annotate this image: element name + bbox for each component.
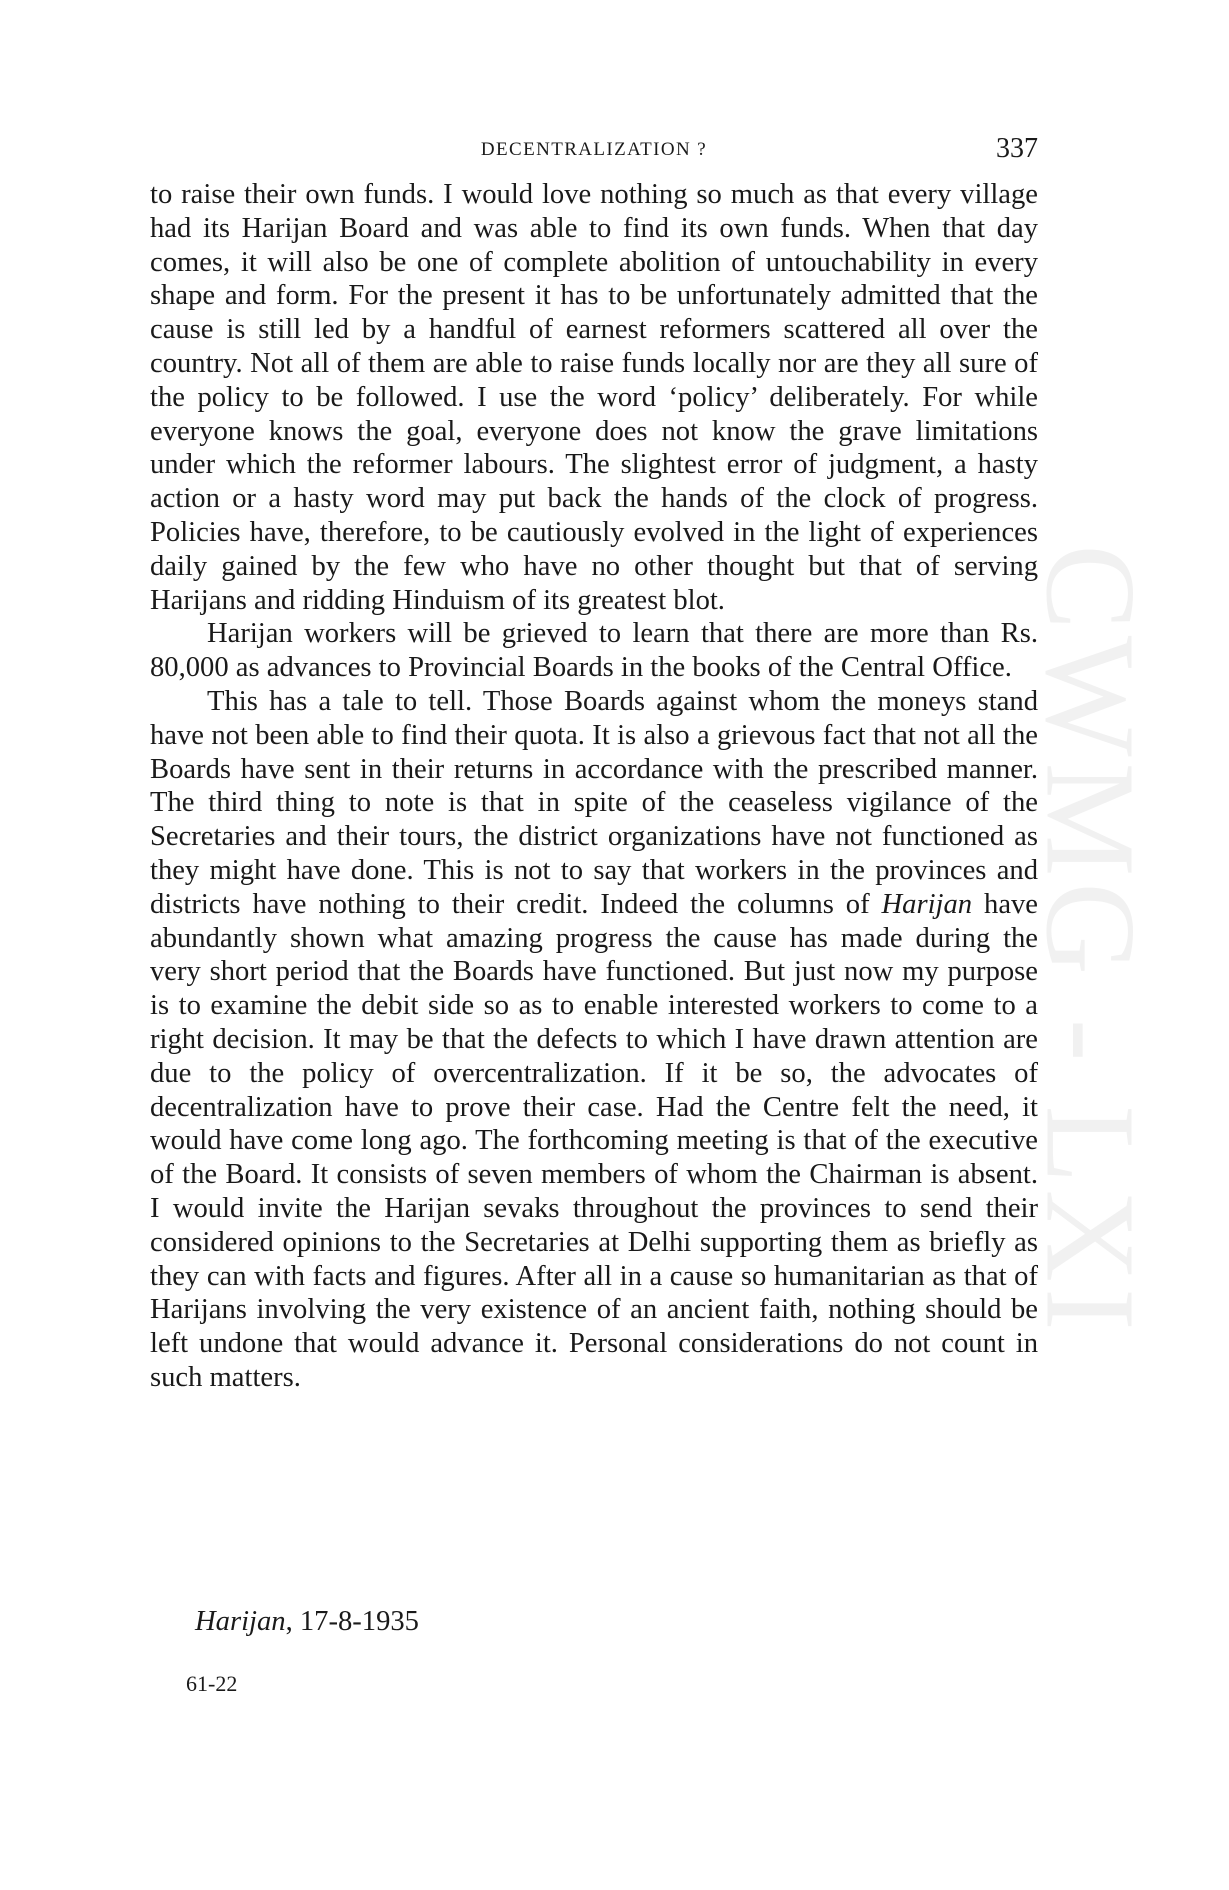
source-date: , 17-8-1935 <box>285 1606 419 1637</box>
paragraph-2: Harijan workers will be grieved to learn that there are more than Rs. 80,000 as advances to Provincial Boards in the books of the Central Office. <box>150 618 1038 684</box>
paragraph-1: to raise their own funds. I would love nothing so much as that every village had its Harijan Board and was able to find its own funds. When that day comes, it will also be one of complete abolition of untouchability in every shape and form. For the present it has to be unfortunately admitted that the cause is still led by a handful of earnest reformers scattered all over the country. Not all of them are able to raise funds locally nor are they all sure of the policy to be followed. I use the word ‘policy’ deliberately. For while everyone knows the goal, everyone does not know the grave limitations under which the reformer labours. The slightest error of judgment, a hasty action or a hasty word may put back the hands of the clock of progress. Policies have, therefore, to be cautiously evolved in the light of experiences daily gained by the few who have no other thought but that of serving Harijans and ridding Hinduism of its greatest blot. <box>150 179 1038 616</box>
footer-code: 61-22 <box>186 1671 238 1696</box>
source-citation <box>195 1606 419 1638</box>
page-number: 337 <box>996 133 1038 164</box>
paragraph-3 <box>150 685 1038 1395</box>
paragraph-3-text-start: This has a tale to tell. Those Boards against whom the moneys stand have not been able to find their quota. It is also a grievous fact that not all the Boards have sent in their returns in accordance with the prescribed manner. The third thing to note is that in spite of the ceaseless vigilance of the Secretaries and their tours, the district organizations have not functioned as they might have done. This is not to say that workers in the provinces and districts have nothing to their credit. Indeed the columns of <box>150 685 1038 920</box>
watermark <box>1019 500 1162 1380</box>
watermark-text: CWMG - LXI <box>1019 543 1162 1337</box>
body-text <box>150 178 1038 1395</box>
source-publication: Harijan <box>195 1606 286 1637</box>
paragraph-3-text-end: have abundantly shown what amazing progress the cause has made during the very short period that the Boards have functioned. But just now my purpose is to examine the debit side so as to enable interested workers to come to a right decision. It may be that the defects to which I have drawn attention are due to the policy of overcentralization. If it be so, the advocates of decentralization have to prove their case. Had the Centre felt the need, it would have come long ago. The forthcoming meeting is that of the executive of the Board. It consists of seven members of whom the Chairman is absent. I would invite the Harijan sevaks throughout the provinces to send their considered opinions to the Secretaries at Delhi supporting them as briefly as they can with facts and figures. After all in a cause so humanitarian as that of Harijans involving the very existence of an ancient faith, nothing should be left undone that would advance it. Personal considerations do not count in such matters. <box>150 888 1039 1393</box>
running-head <box>150 133 1038 173</box>
publication-name-inline: Harijan <box>881 888 973 920</box>
running-title: DECENTRALIZATION ? <box>480 139 708 160</box>
